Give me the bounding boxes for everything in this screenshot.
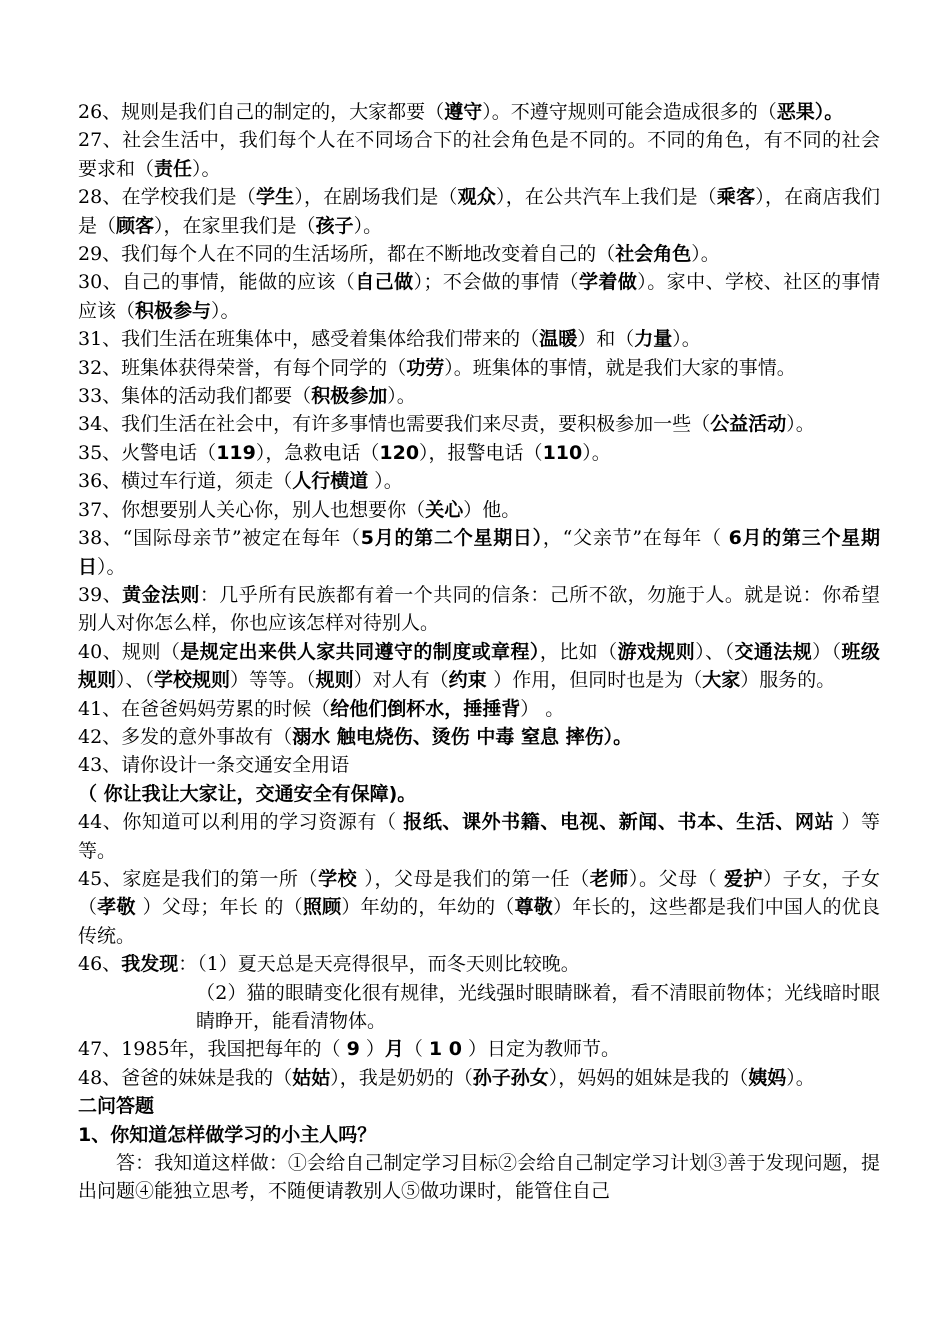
answer-text: 孙子孙女 <box>472 1066 549 1089</box>
item-text: ：（1）夏天总是天亮得很早，而冬天则比较晚。 <box>178 953 580 976</box>
answer-text: 游戏规则 <box>617 640 696 663</box>
answer-text: 爱护 <box>723 867 764 890</box>
item-text: ）（ <box>812 640 842 663</box>
answer-text: 规则 <box>315 669 354 692</box>
item-text: ）他。 <box>463 498 521 521</box>
item-text: 45、家庭是我们的第一所（ <box>78 867 319 890</box>
answer-text: 温暖 <box>539 328 578 351</box>
item-text: ）和（ <box>577 328 635 351</box>
question-item-46 <box>78 950 880 978</box>
item-text: 44、你知道可以利用的学习资源有（ <box>78 811 404 834</box>
question-item-37 <box>78 496 880 524</box>
item-text: ）。 <box>353 214 383 237</box>
answer-text: 顾客 <box>116 214 155 237</box>
item-text: ）等等。 <box>78 811 880 862</box>
question-item-43 <box>78 751 880 779</box>
question-item-31 <box>78 325 880 353</box>
question-item-34 <box>78 410 880 438</box>
item-text: ）。 <box>368 470 403 493</box>
item-text: 29、我们每个人在不同的生活场所，都在不断地改变着自己的（ <box>78 243 616 266</box>
answer-text: 交通法规 <box>734 640 813 663</box>
question-item-41 <box>78 695 880 723</box>
answer-text: 学生 <box>255 186 295 209</box>
answer-text: 姑姑 <box>292 1066 331 1089</box>
item-text: ） <box>359 1038 385 1061</box>
item-text: ）。 <box>387 385 416 408</box>
answer-text: 9 <box>346 1038 360 1061</box>
item-text: ） 。 <box>520 697 565 720</box>
answer-text: 我发现 <box>121 953 179 976</box>
question-item-27 <box>78 126 880 183</box>
item-text: 42、多发的意外事故有（ <box>78 725 293 748</box>
answer-text: 人行横道 <box>292 470 369 493</box>
answer-text: 责任 <box>154 157 193 180</box>
item-text: ：几乎所有民族都有着一个共同的信条：己所不欲，勿施于人。就是说：你希望别人对你怎么样，你也应该怎样对待别人。 <box>78 583 880 635</box>
question-item-28 <box>78 183 880 240</box>
item-text: 30、自己的事情，能做的应该（ <box>78 271 356 294</box>
item-text: ），在家里我们是（ <box>154 214 316 237</box>
item-text: 34、我们生活在社会中，有许多事情也需要我们来尽责，要积极参加一些（ <box>78 413 711 436</box>
item-text: ）对人有（ <box>353 669 449 692</box>
question-item-30 <box>78 268 880 325</box>
question-item-35 <box>78 439 880 467</box>
question-item-44 <box>78 808 880 865</box>
question-item-45 <box>78 865 880 950</box>
item-text: 40、规则（ <box>78 640 181 663</box>
answer-text: 尊敬 <box>514 896 554 919</box>
answer-text: 黄金法则 <box>122 583 200 606</box>
answer-text: 月 <box>384 1038 404 1061</box>
item-text: 36、横过车行道，须走（ <box>78 470 293 493</box>
answer-text: 关心 <box>425 498 464 521</box>
answer-text: 社会角色 <box>615 243 692 266</box>
answer-text: 报纸、课外书籍、电视、新闻、书本、生活、网站 <box>403 811 842 834</box>
answer-paragraph: 答：我知道这样做：①会给自己制定学习目标②会给自己制定学习计划③善于发现问题，提出问题④能独立思考，不随便请教别人⑤做功课时，能管住自己 <box>78 1152 880 1203</box>
answer-text: 孩子 <box>315 214 354 237</box>
item-text: 27、社会生活中，我们每个人在不同场合下的社会角色是不同的。不同的角色，有不同的社会要求和（ <box>78 129 880 180</box>
item-text: 26、规则是我们自己的制定的，大家都要（ <box>78 101 445 123</box>
item-text: ）子女，子女（ <box>78 867 880 919</box>
item-text: 31、我们生活在班集体中，感受着集体给我们带来的（ <box>78 328 540 351</box>
answer-text: 公益活动 <box>710 413 787 436</box>
answer-text: 照顾 <box>302 896 342 919</box>
item-text: 43、请你设计一条交通安全用语 <box>78 754 350 777</box>
item-text: 32、班集体获得荣誉，有每个同学的（ <box>78 356 407 379</box>
item-text: ），妈妈的姐妹是我的（ <box>548 1066 749 1089</box>
item-text: 48、爸爸的妹妹是我的（ <box>78 1066 293 1089</box>
item-text: 28、在学校我们是（ <box>78 186 256 209</box>
answer-text: 学校 <box>318 867 365 890</box>
item-text: ），急救电话（ <box>255 441 380 464</box>
item-text: ）、（ <box>695 640 735 663</box>
answer-text: 自己做 <box>355 271 414 294</box>
answer-text: 6月的第三个星期日 <box>78 527 881 578</box>
item-text: ）。 <box>786 413 815 436</box>
answer-text: 积极参与 <box>135 299 212 322</box>
item-text: ）。班集体的事情，就是我们大家的事情。 <box>444 356 796 379</box>
item-text: （2）猫的眼睛变化很有规律，光线强时眼睛眯着，看不清眼前物体；光线暗时眼睛睁开，能看清物体。 <box>196 981 880 1032</box>
answer-text: 110 <box>542 441 583 464</box>
question-item-32 <box>78 354 880 382</box>
answer-text: 5月的第二个星期日） <box>360 527 543 550</box>
item-text: 33、集体的活动我们都要（ <box>78 385 312 408</box>
question-item-38 <box>78 524 880 581</box>
answer-text: 学校规则 <box>154 669 231 692</box>
item-text: ）；不会做的事情（ <box>413 271 579 294</box>
fill-in-items <box>78 98 880 1092</box>
item-text: ，比如（ <box>539 640 618 663</box>
answer-text: 学着做 <box>578 271 638 294</box>
item-text: ）日定为教师节。 <box>461 1038 621 1061</box>
item-text: ），在公共汽车上我们是（ <box>496 186 717 209</box>
item-text: ），父母是我们的第一任（ <box>364 867 590 890</box>
answer-text: （ 你让我让大家让，交通安全有保障)。 <box>78 782 417 805</box>
question-item-36 <box>78 467 880 495</box>
item-text: ）父母；年长 的（ <box>142 896 303 919</box>
item-text: 39、 <box>78 583 123 606</box>
item-text: 38、“国际母亲节”被定在每年（ <box>78 527 361 550</box>
item-text: ）。 <box>192 157 221 180</box>
item-text: ）作用，但同时也是为（ <box>493 669 703 692</box>
question-title: 1、你知道怎样做学习的小主人吗？ <box>78 1123 377 1146</box>
item-text: ）服务的。 <box>740 669 836 692</box>
question-item-42 <box>78 723 880 751</box>
item-text: 47、1985年，我国把每年的（ <box>78 1038 347 1061</box>
answer-text: 溺水 触电烧伤、烫伤 中毒 窒息 摔伤）。 <box>292 725 633 748</box>
item-text: ）。不遵守规则可能会造成很多的（ <box>482 101 777 123</box>
item-text: 46、 <box>78 953 122 976</box>
answer-text: 是规定出来供人家共同遵守的制度或章程） <box>180 640 540 663</box>
item-text: （ <box>403 1038 429 1061</box>
answer-text: 姨妈 <box>748 1066 787 1089</box>
item-text: ）。 <box>786 1066 815 1089</box>
answer-text: 孝敬 <box>97 896 143 919</box>
answer-text: 大家 <box>702 669 741 692</box>
item-text: ），我是奶奶的（ <box>330 1066 473 1089</box>
answer-text: 班级规则 <box>78 640 880 692</box>
item-text: ）。 <box>97 555 126 578</box>
item-text: ）年幼的，年幼的（ <box>341 896 515 919</box>
item-text: ）。 <box>582 441 611 464</box>
item-text: ）。 <box>691 243 720 266</box>
question-item-33 <box>78 382 880 410</box>
item-text: ）。家中、学校、社区的事情应该（ <box>78 271 880 322</box>
item-text: ）年长的，这些都是我们中国人的优良传统。 <box>78 896 880 947</box>
answer-text: 积极参加 <box>311 385 388 408</box>
item-text: ），报警电话（ <box>419 441 543 464</box>
question-item-26 <box>78 98 880 126</box>
item-text: ），在剧场我们是（ <box>294 186 458 209</box>
item-text: ，“父亲节”在每年（ <box>542 527 729 550</box>
item-text: ），在商店我们是（ <box>78 186 880 237</box>
answer-text: 给他们倒杯水，捶捶背 <box>330 697 521 720</box>
question-item-47 <box>78 1035 880 1063</box>
answer-text: 力量 <box>634 328 673 351</box>
answer-text: 1 0 <box>428 1038 462 1061</box>
section-title: 二问答题 <box>78 1095 155 1118</box>
answer-text: 120 <box>379 441 420 464</box>
answer-text: 观众 <box>457 186 497 209</box>
answer-text: 恶果）。 <box>776 101 844 123</box>
question-item-46b <box>78 979 880 1036</box>
answer-text: 遵守 <box>444 101 483 123</box>
item-text: ）。父母（ <box>628 867 724 890</box>
question-item-39 <box>78 581 880 638</box>
question-item-48 <box>78 1064 880 1092</box>
question-item-43b <box>78 780 880 808</box>
item-text: 35、火警电话（ <box>78 441 217 464</box>
answer-text: 约束 <box>448 669 494 692</box>
item-text: 41、在爸爸妈妈劳累的时候（ <box>78 697 331 720</box>
item-text: ）、（ <box>116 669 155 692</box>
item-text: ）。 <box>211 299 240 322</box>
answer-text: 老师 <box>589 867 629 890</box>
answer-text: 119 <box>216 441 256 464</box>
answer-text: 功劳 <box>406 356 445 379</box>
question-item-29 <box>78 240 880 268</box>
answer-text: 乘客 <box>716 186 756 209</box>
item-text: ）。 <box>672 328 701 351</box>
item-text: 37、你想要别人关心你，别人也想要你（ <box>78 498 426 521</box>
question-item-40 <box>78 638 880 695</box>
item-text: ）等等。（ <box>230 669 316 692</box>
